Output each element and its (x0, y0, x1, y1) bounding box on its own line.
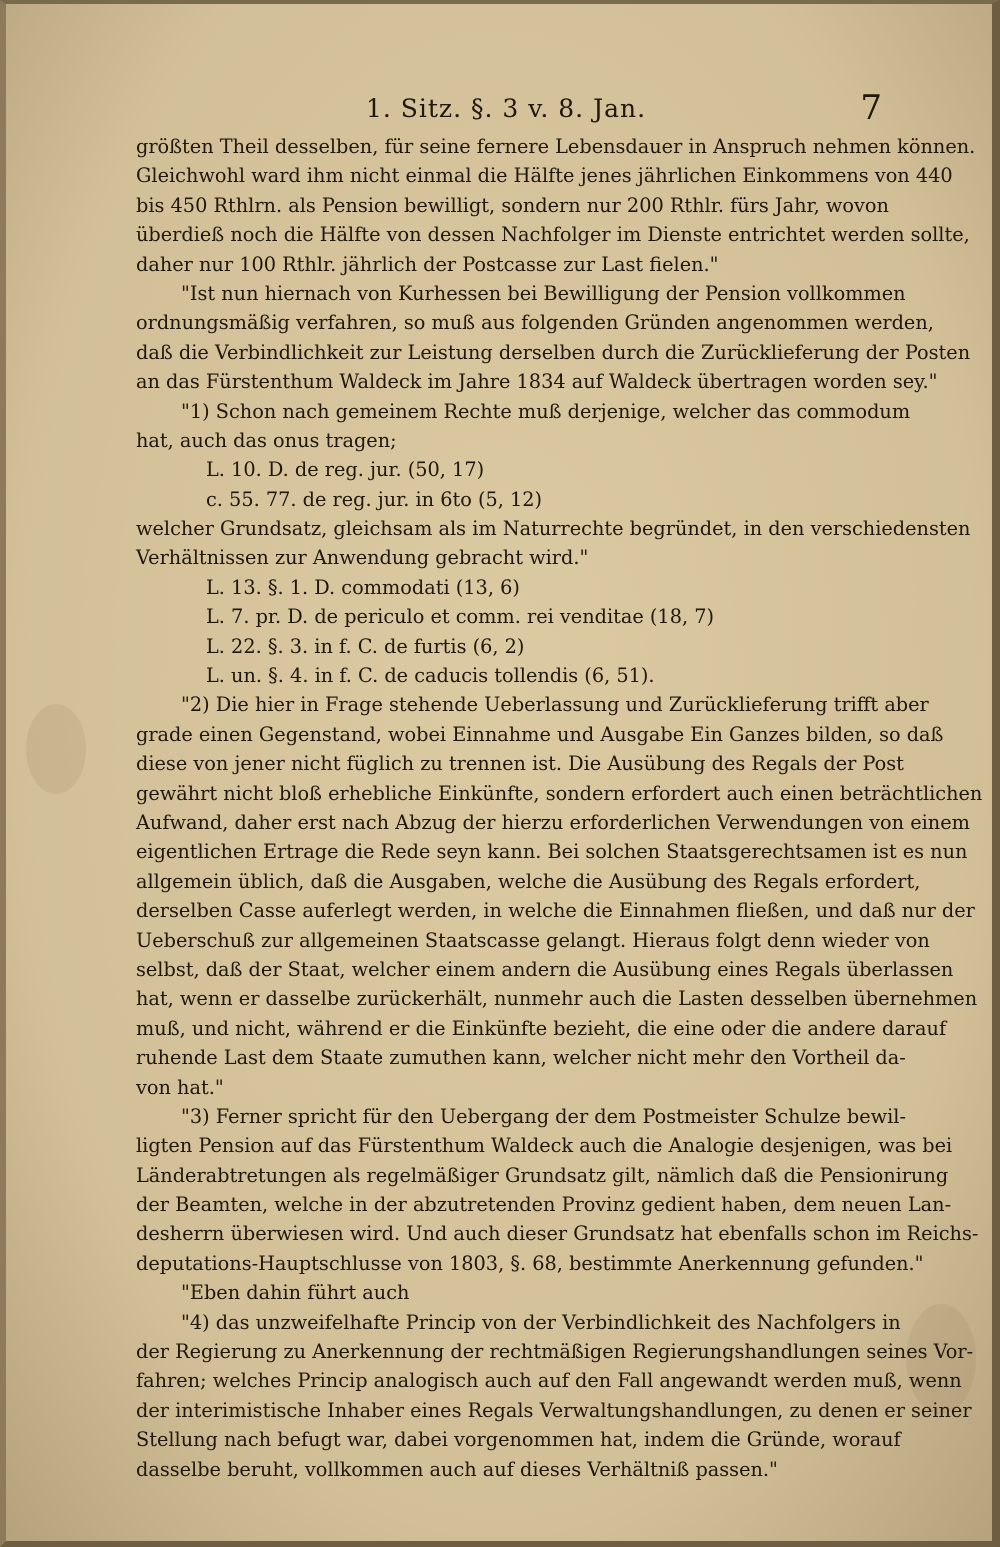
citation-line: L. 10. D. de reg. jur. (50, 17) (206, 458, 485, 482)
text-line: allgemein üblich, daß die Ausgaben, welche die Ausübung des Regals erfordert, (136, 869, 921, 893)
text-line: hat, wenn er dasselbe zurückerhält, nunmehr auch die Lasten desselben übernehmen (136, 987, 978, 1011)
text-line: Gleichwohl ward ihm nicht einmal die Hälfte jenes jährlichen Einkommens von 440 (136, 164, 953, 188)
text-line: diese von jener nicht füglich zu trennen ist. Die Ausübung des Regals der Post (136, 752, 904, 776)
text-line: eigentlichen Ertrage die Rede seyn kann. Bei solchen Staatsgerechtsamen ist es nun (136, 840, 968, 864)
text-line: grade einen Gegenstand, wobei Einnahme und Ausgabe Ein Ganzes bilden, so daß (136, 722, 944, 746)
text-line: dasselbe beruht, vollkommen auch auf dieses Verhältniß passen." (136, 1457, 778, 1481)
text-line: an das Fürstenthum Waldeck im Jahre 1834 auf Waldeck übertragen worden sey." (136, 370, 938, 394)
text-line: desherrn überwiesen wird. Und auch dieser Grundsatz hat ebenfalls schon im Reichs- (136, 1222, 979, 1246)
text-line: muß, und nicht, während er die Einkünfte bezieht, die eine oder die andere darauf (136, 1016, 947, 1040)
text-line: daher nur 100 Rthlr. jährlich der Postcasse zur Last fielen." (136, 252, 719, 276)
text-line: fahren; welches Princip analogisch auch auf den Fall angewandt werden muß, wenn (136, 1369, 962, 1393)
citation-line: L. 13. §. 1. D. commodati (13, 6) (206, 575, 520, 599)
running-head: 1. Sitz. §. 3 v. 8. Jan. (365, 94, 647, 123)
text-line: selbst, daß der Staat, welcher einem andern die Ausübung eines Regals überlassen (136, 957, 954, 981)
text-line: der Regierung zu Anerkennung der rechtmäßigen Regierungshandlungen seines Vor- (136, 1340, 974, 1364)
text-line: "4) das unzweifelhafte Princip von der Verbindlichkeit des Nachfolgers in (181, 1310, 901, 1334)
text-line: derselben Casse auferlegt werden, in welche die Einnahmen fließen, und daß nur der (136, 899, 975, 923)
text-line: deputations-Hauptschlusse von 1803, §. 68, bestimmte Anerkennung gefunden." (136, 1251, 924, 1275)
text-line: gewährt nicht bloß erhebliche Einkünfte, sondern erfordert auch einen beträchtlichen (136, 781, 983, 805)
citation-line: L. un. §. 4. in f. C. de caducis tollendis (6, 51). (206, 664, 655, 688)
text-line: daß die Verbindlichkeit zur Leistung derselben durch die Zurücklieferung der Posten (136, 340, 971, 364)
text-line: hat, auch das onus tragen; (136, 428, 397, 452)
citation-line: c. 55. 77. de reg. jur. in 6to (5, 12) (206, 487, 543, 511)
text-line: Ueberschuß zur allgemeinen Staatscasse gelangt. Hieraus folgt denn wieder von (136, 928, 930, 952)
text-line: welcher Grundsatz, gleichsam als im Naturrechte begründet, in den verschiedensten (136, 517, 971, 541)
text-line: "1) Schon nach gemeinem Rechte muß derjenige, welcher das commodum (181, 399, 911, 423)
text-line: ordnungsmäßig verfahren, so muß aus folgenden Gründen angenommen werden, (136, 311, 934, 335)
text-line: "Ist nun hiernach von Kurhessen bei Bewilligung der Pension vollkommen (181, 281, 906, 305)
text-line: Aufwand, daher erst nach Abzug der hierzu erforderlichen Verwendungen von einem (136, 810, 970, 834)
text-line: "2) Die hier in Frage stehende Ueberlassung und Zurücklieferung trifft aber (181, 693, 929, 717)
text-line: der interimistische Inhaber eines Regals Verwaltungshandlungen, zu denen er seiner (136, 1398, 972, 1422)
text-line: "3) Ferner spricht für den Uebergang der dem Postmeister Schulze bewil- (181, 1104, 906, 1128)
text-line: Verhältnissen zur Anwendung gebracht wird." (136, 546, 589, 570)
text-line: ruhende Last dem Staate zumuthen kann, welcher nicht mehr den Vortheil da- (136, 1046, 906, 1070)
text-line: größten Theil desselben, für seine fernere Lebensdauer in Anspruch nehmen können. (136, 135, 976, 158)
text-line: von hat." (136, 1075, 224, 1099)
page-header (136, 88, 882, 130)
text-line: überdieß noch die Hälfte von dessen Nachfolger im Dienste entrichtet werden sollte, (136, 223, 970, 247)
text-line: der Beamten, welche in der abzutretenden Provinz gedient haben, dem neuen Lan- (136, 1193, 952, 1217)
page-number: 7 (860, 88, 882, 128)
citation-line: L. 22. §. 3. in f. C. de furtis (6, 2) (206, 634, 525, 658)
citation-line: L. 7. pr. D. de periculo et comm. rei venditae (18, 7) (206, 605, 715, 629)
text-line: bis 450 Rthlrn. als Pension bewilligt, sondern nur 200 Rthlr. fürs Jahr, wovon (136, 193, 889, 217)
paper-stain (26, 704, 86, 794)
body-text (136, 132, 983, 1484)
text-line: "Eben dahin führt auch (181, 1281, 410, 1305)
text-line: ligten Pension auf das Fürstenthum Waldeck auch die Analogie desjenigen, was bei (136, 1134, 953, 1158)
text-line: Stellung nach befugt war, dabei vorgenommen hat, indem die Gründe, worauf (136, 1428, 901, 1452)
text-line: Länderabtretungen als regelmäßiger Grundsatz gilt, nämlich daß die Pensionirung (136, 1163, 949, 1187)
